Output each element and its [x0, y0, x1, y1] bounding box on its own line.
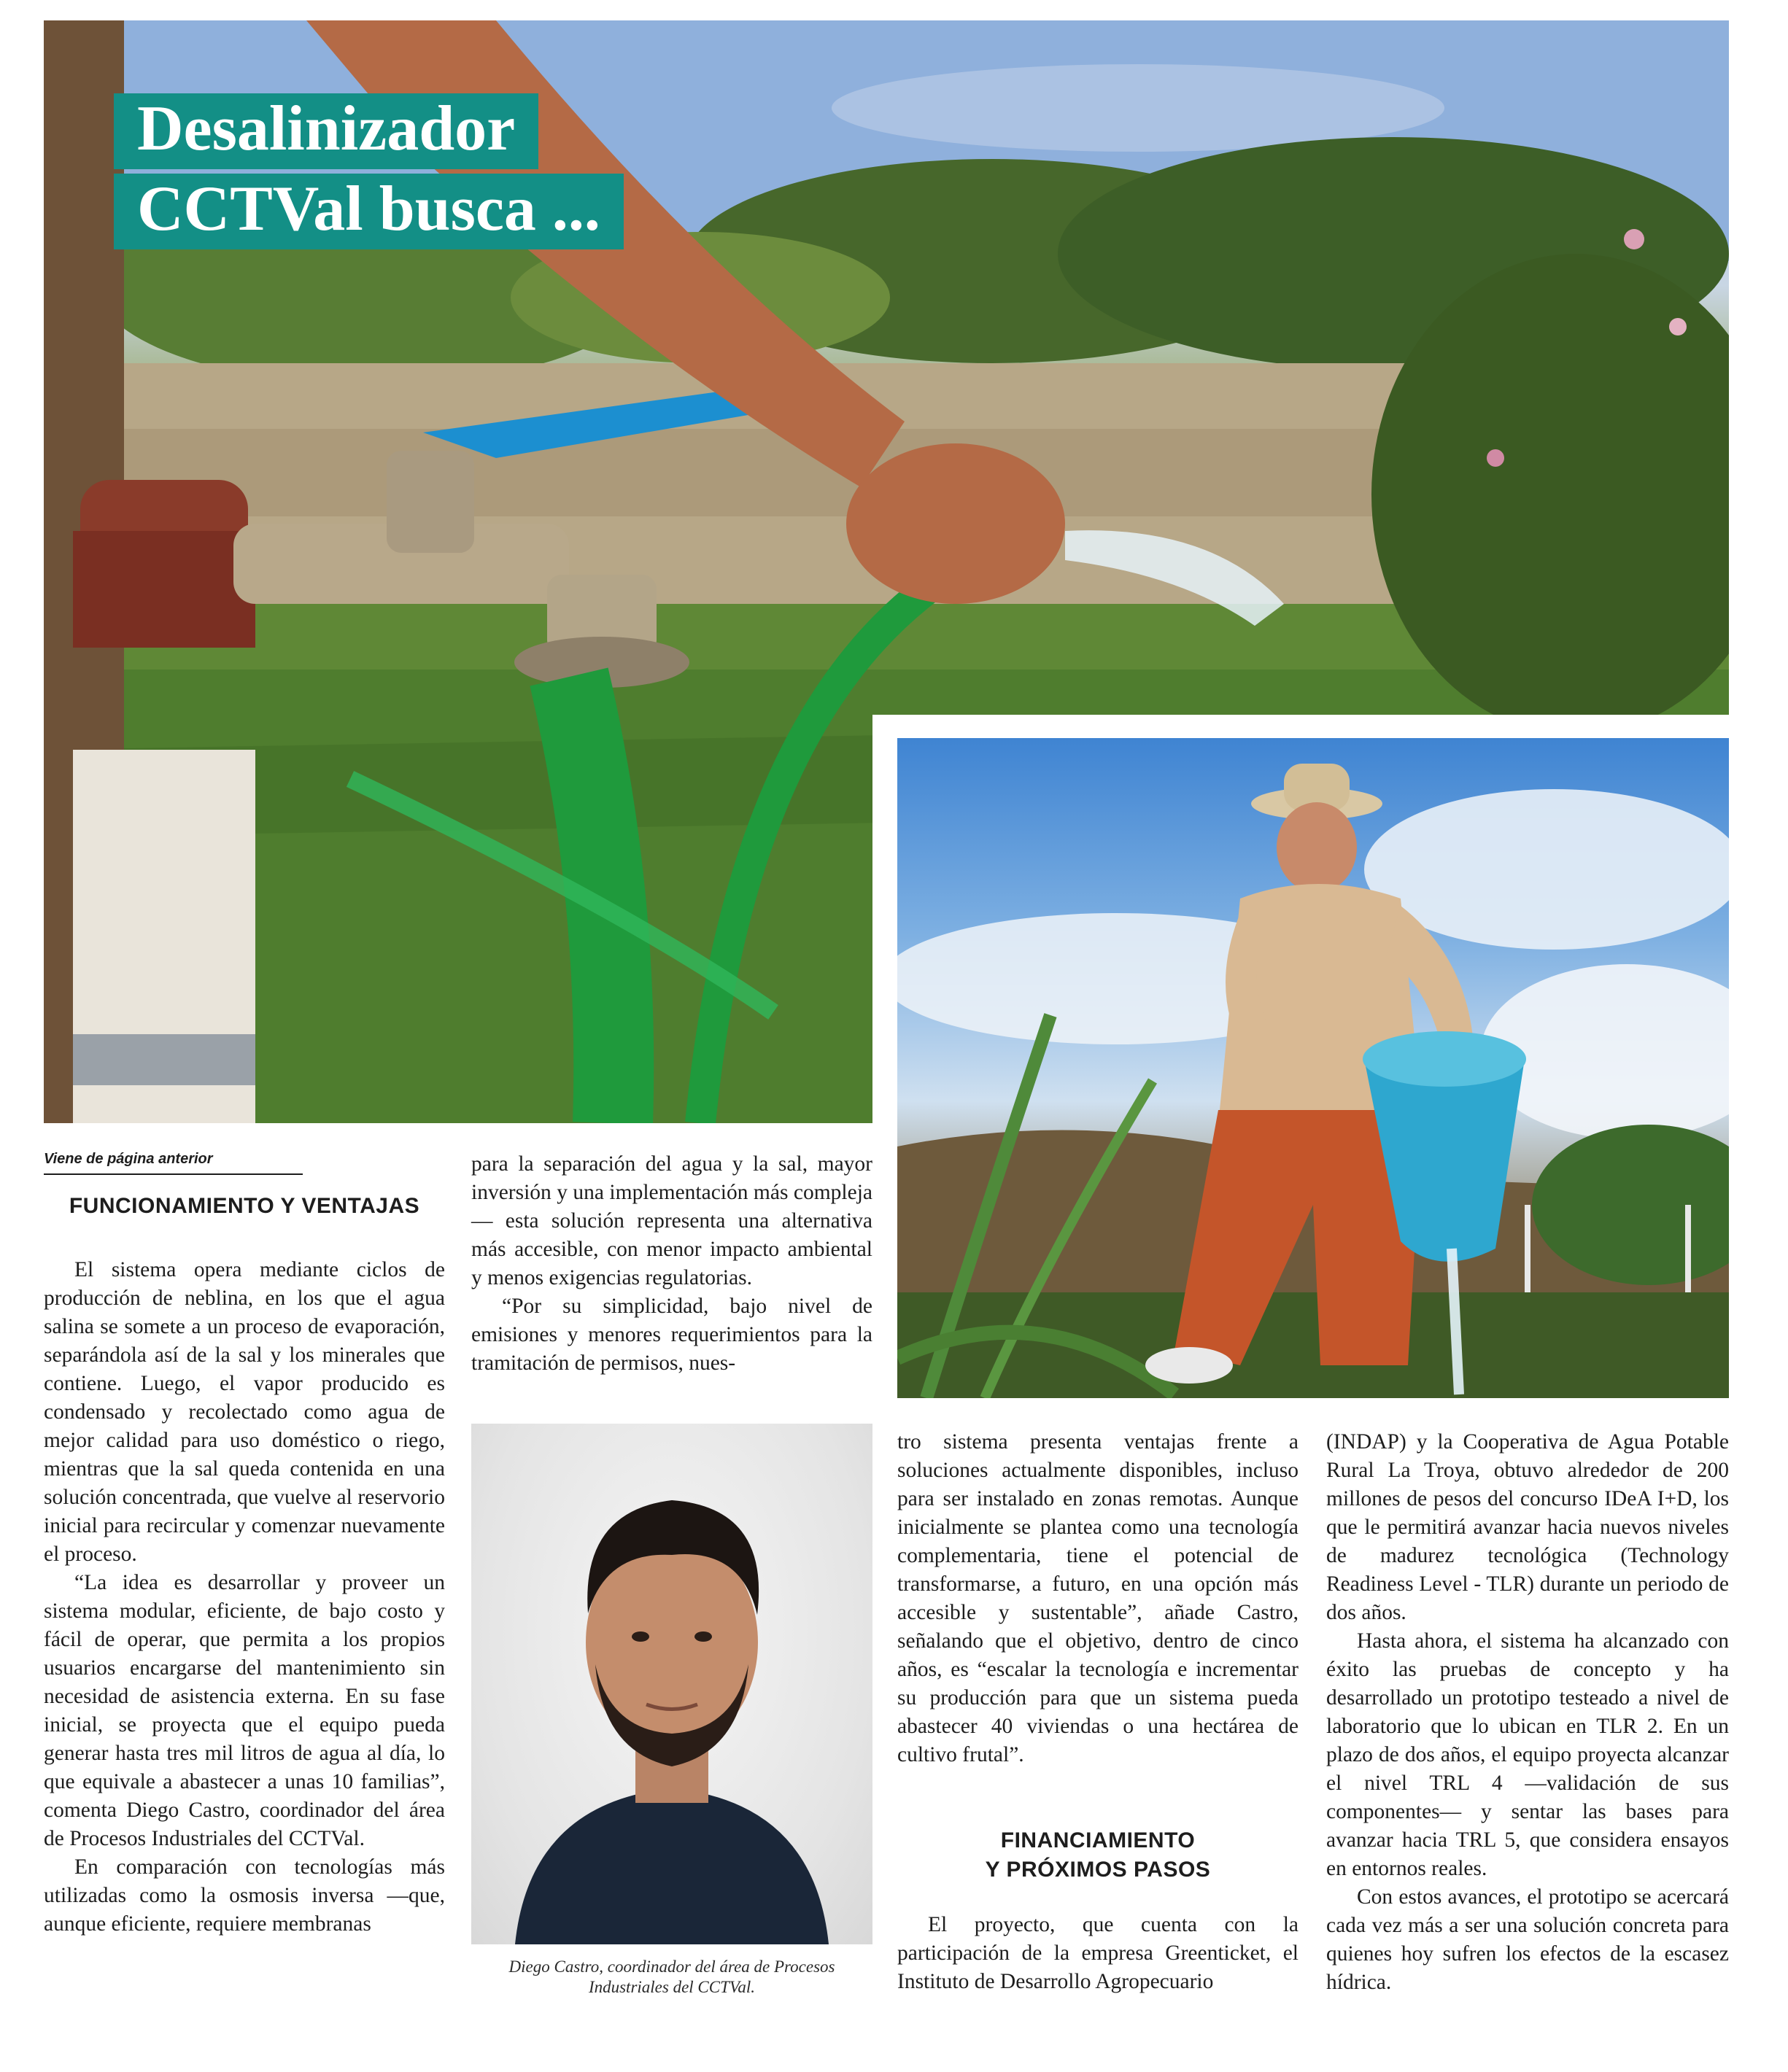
headline-line-1: Desalinizador — [114, 93, 538, 169]
section-heading-funcionamiento: FUNCIONAMIENTO Y VENTAJAS — [69, 1194, 420, 1218]
paragraph: “La idea es desarrollar y proveer un sistema modular, eficiente, de bajo costo y fácil de operar, que permita a los propios usuarios encargarse del mantenimiento sin necesidad de asistencia externa. En su fase inicial, se proyecta que el equipo pueda generar hasta tres mil litros de agua al día, lo que equivale a abastecer a unas 10 familias”, comenta Diego Castro, coordinador del área de Procesos Industriales del CCTVal. — [44, 1571, 445, 1850]
text-column-2 — [471, 1150, 872, 1378]
headline-line-2: CCTVal busca ... — [114, 174, 624, 249]
section-heading-financiamiento — [897, 1826, 1299, 1885]
text-column-4 — [1326, 1428, 1729, 1997]
section-heading-line-2: Y PRÓXIMOS PASOS — [985, 1858, 1211, 1882]
portrait-illustration — [471, 1424, 872, 1944]
paragraph: Con estos avances, el prototipo se acercará cada vez más a ser una solución concreta para quienes hoy sufren los efectos de la escasez hídrica. — [1326, 1885, 1729, 1994]
headline-block — [114, 93, 624, 249]
woman-watering-illustration — [897, 738, 1729, 1398]
continued-kicker: Viene de página anterior — [44, 1151, 303, 1175]
paragraph: tro sistema presenta ventajas frente a soluciones actualmente disponibles, incluso para ser instalado en zonas remotas. Aunque inicialmente se plantea como una tecnología complementaria, tiene el potencial de transformarse, a futuro, en una opción más accesible y sustentable”, añade Castro, señalando que el objetivo, dentro de cinco años, es “escalar la tecnología e incrementar su producción para que un sistema pueda abastecer 40 viviendas o una hectárea de cultivo frutal”. — [897, 1430, 1299, 1766]
portrait-photo — [471, 1424, 872, 1944]
text-column-3-continued — [897, 1911, 1299, 1996]
paragraph: El sistema opera mediante ciclos de producción de neblina, en los que el agua salina se somete a un proceso de evaporación, separándola así de la sal y los minerales que contiene. Luego, el vapor producido es condensado y recolectado como agua de mejor calidad para uso doméstico o riego, mientras que la sal queda contenida en una solución concentrada, que vuelve al reservorio inicial para recircular y comenzar nuevamente el proceso. — [44, 1258, 445, 1566]
paragraph: “Por su simplicidad, bajo nivel de emisiones y menores requerimientos para la tramitación de permisos, nues- — [471, 1295, 872, 1375]
woman-watering-photo — [897, 738, 1729, 1398]
paragraph: (INDAP) y la Cooperativa de Agua Potable Rural La Troya, obtuvo alrededor de 200 millones de pesos del concurso IDeA I+D, los que le permitirá avanzar hacia nuevos niveles de madurez tecnológica (Technology Readiness Level - TLR) durante un periodo de dos años. — [1326, 1430, 1729, 1624]
paragraph: para la separación del agua y la sal, mayor inversión y una implementación más compleja— esta solución representa una alternativa más accesible, con menor impacto ambiental y menos exigencias regulatorias. — [471, 1152, 872, 1289]
paragraph: En comparación con tecnologías más utilizadas como la osmosis inversa —que, aunque eficiente, requiere membranas — [44, 1855, 445, 1936]
paragraph: El proyecto, que cuenta con la participación de la empresa Greenticket, el Instituto de Desarrollo Agropecuario — [897, 1913, 1299, 1993]
paragraph: Hasta ahora, el sistema ha alcanzado con éxito las pruebas de concepto y ha desarrollado un prototipo testeado a nivel de laboratorio que lo ubican en TLR 2. En un plazo de dos años, el equipo proyecta alcanzar el nivel TRL 4 —validación de sus componentes— y sentar las bases para avanzar hacia TRL 5, que considera ensayos en entornos reales. — [1326, 1629, 1729, 1880]
text-column-1 — [44, 1256, 445, 1939]
text-column-3 — [897, 1428, 1299, 1769]
section-heading-line-1: FINANCIAMIENTO — [1000, 1828, 1196, 1852]
portrait-caption: Diego Castro, coordinador del área de Procesos Industriales del CCTVal. — [508, 1957, 835, 1996]
